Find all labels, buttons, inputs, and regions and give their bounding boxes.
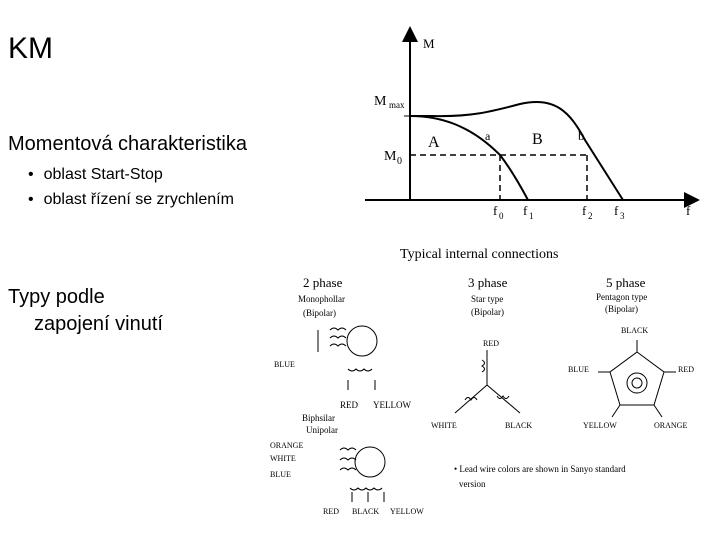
wire-color-note-line2: version <box>459 479 486 489</box>
point-a-label: a <box>485 129 491 143</box>
monofilar-bipolar-label: (Bipolar) <box>303 308 336 318</box>
unipolar-label: Unipolar <box>306 425 338 435</box>
blue-wire-label-2ph: BLUE <box>274 360 295 369</box>
orange-wire-label-bi: ORANGE <box>270 441 304 450</box>
red-wire-label-star: RED <box>483 339 499 348</box>
f2-subscript: 2 <box>588 211 593 221</box>
bullet-start-stop: • oblast Start-Stop <box>28 166 234 184</box>
mmax-subscript: max <box>389 100 405 110</box>
f1-subscript: 1 <box>529 211 534 221</box>
region-b-label: B <box>532 131 543 148</box>
f1-label: f <box>523 203 528 218</box>
yellow-wire-label-bi: YELLOW <box>390 507 424 516</box>
x-axis-label: f <box>686 203 691 218</box>
f2-label: f <box>582 203 587 218</box>
white-wire-label-bi: WHITE <box>270 454 296 463</box>
f3-subscript: 3 <box>620 211 625 221</box>
m0-label: M <box>384 149 397 164</box>
winding-line-2: zapojení vinutí <box>34 313 163 335</box>
blue-wire-label-pent: BLUE <box>568 365 589 374</box>
mmax-label: M <box>374 94 387 109</box>
winding-line-1: Typy podle <box>8 286 105 308</box>
pentagon-type-label: Pentagon type <box>596 292 648 302</box>
slide-title: KM <box>8 32 53 65</box>
black-wire-label-pent: BLACK <box>621 326 649 335</box>
bifilar-label: Biphsilar <box>302 413 335 423</box>
orange-wire-label-pent: ORANGE <box>654 421 688 430</box>
wiring-title: Typical internal connections <box>400 247 559 262</box>
star-connection-diagram <box>455 350 520 413</box>
monofilar-motor-diagram <box>318 326 377 390</box>
black-wire-label-star: BLACK <box>505 421 533 430</box>
header-2-phase: 2 phase <box>303 275 343 290</box>
red-wire-label-2ph: RED <box>340 400 358 410</box>
black-wire-label-bi: BLACK <box>352 507 380 516</box>
star-bipolar-label: (Bipolar) <box>471 307 504 317</box>
yellow-wire-label-2ph: YELLOW <box>373 400 411 410</box>
point-b-label: b <box>578 128 585 143</box>
blue-wire-label-bi: BLUE <box>270 470 291 479</box>
header-5-phase: 5 phase <box>606 275 646 290</box>
f0-label: f <box>493 203 498 218</box>
f3-label: f <box>614 203 619 218</box>
red-wire-label-bi: RED <box>323 507 339 516</box>
f0-subscript: 0 <box>499 211 504 221</box>
monofilar-label: Monophollar <box>298 294 345 304</box>
bifilar-motor-diagram <box>340 447 385 502</box>
bullet-acceleration: • oblast řízení se zrychlením <box>28 191 234 209</box>
red-wire-label-pent: RED <box>678 365 694 374</box>
m0-subscript: 0 <box>397 156 402 167</box>
white-wire-label-star: WHITE <box>431 421 457 430</box>
pentagon-connection-diagram <box>598 340 676 417</box>
star-type-label: Star type <box>471 294 504 304</box>
pentagon-bipolar-label: (Bipolar) <box>605 304 638 314</box>
header-3-phase: 3 phase <box>468 275 508 290</box>
section-heading-torque: Momentová charakteristika <box>8 133 247 155</box>
y-axis-label: M <box>423 36 435 51</box>
yellow-wire-label-pent: YELLOW <box>583 421 617 430</box>
region-a-label: A <box>428 134 440 151</box>
wire-color-note: • Lead wire colors are shown in Sanyo standard <box>454 464 626 474</box>
